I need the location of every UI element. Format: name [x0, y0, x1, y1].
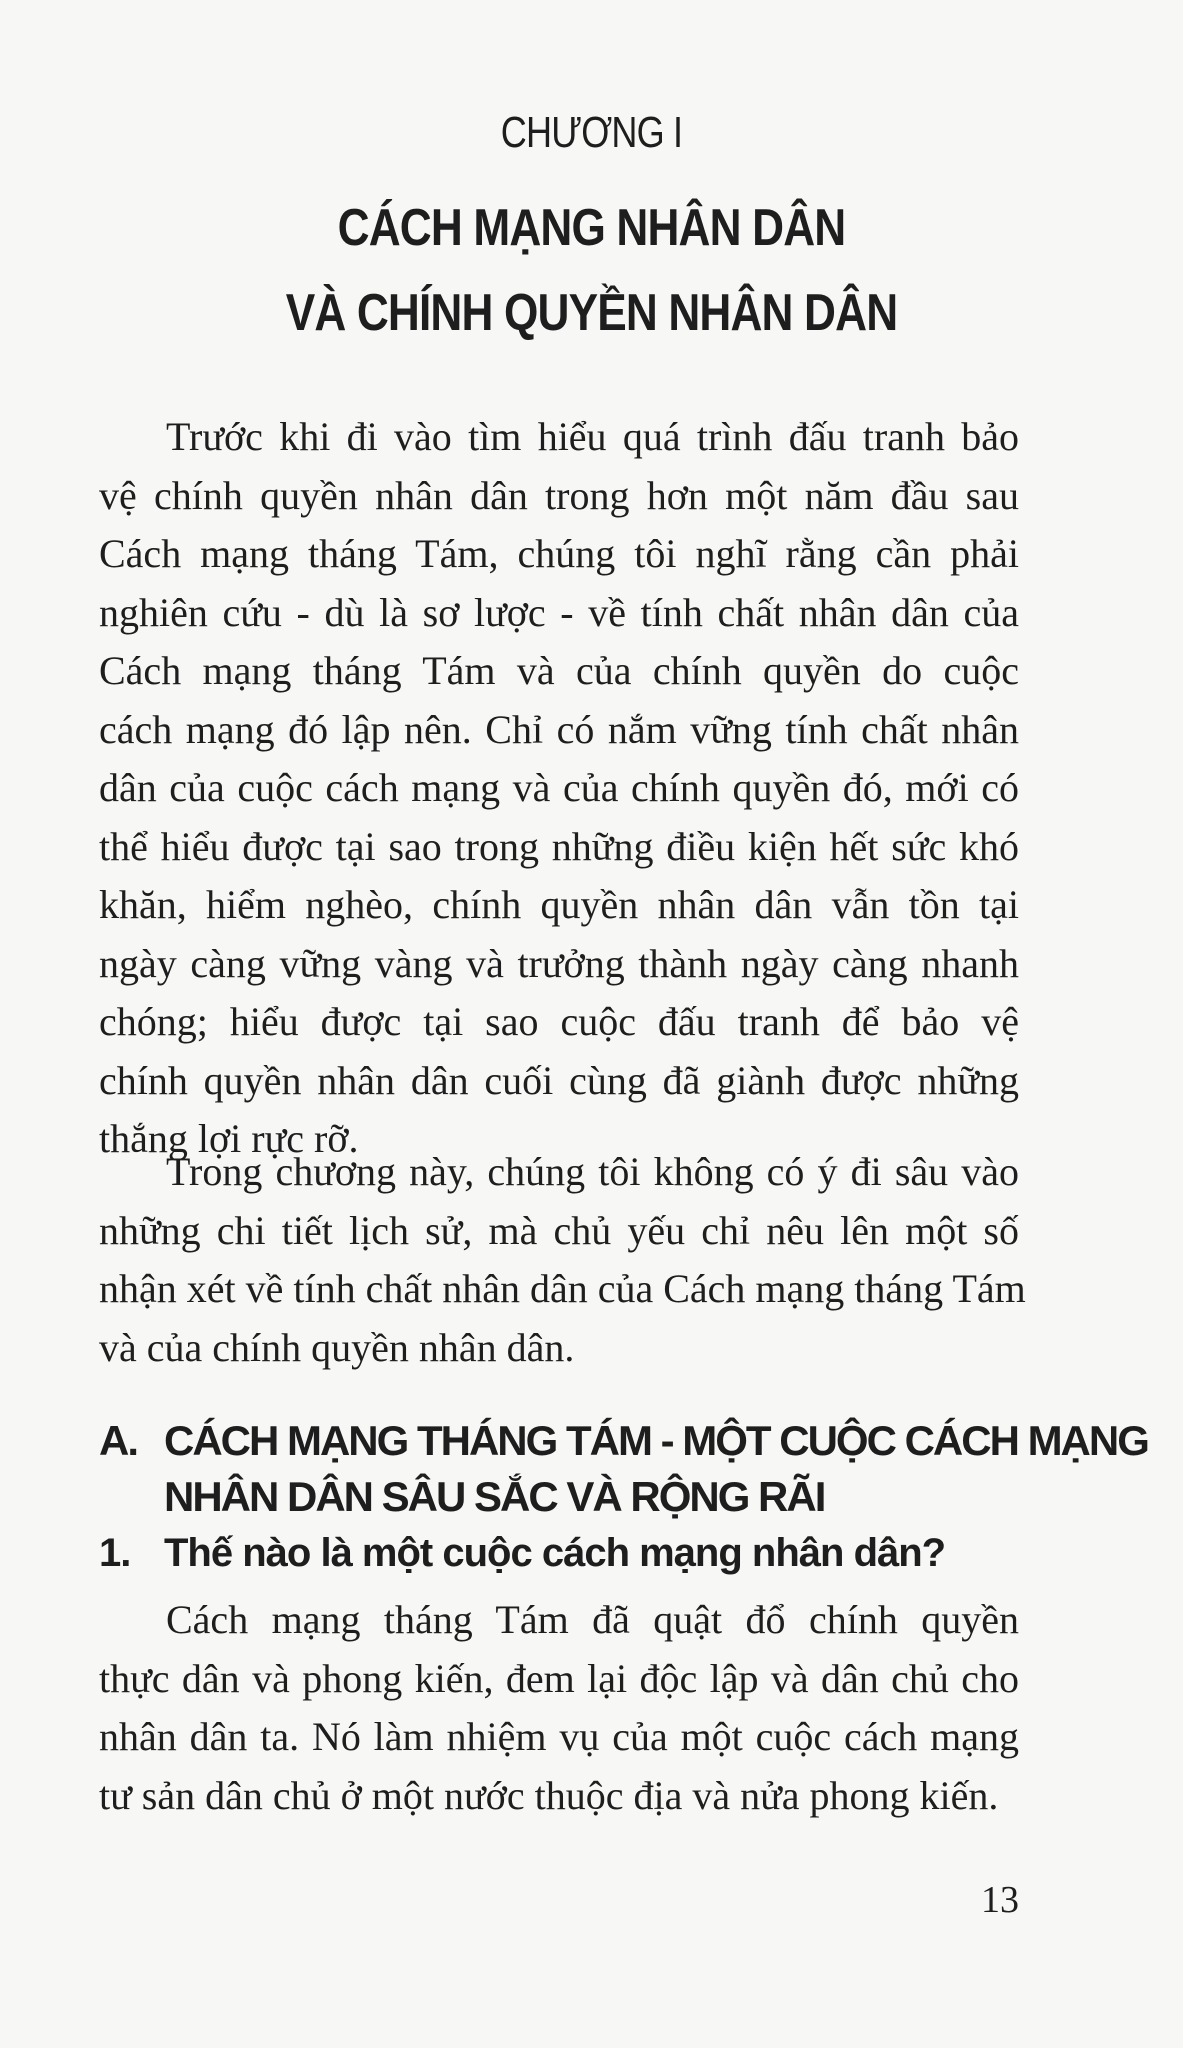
paragraph-line: Trong chương này, chúng tôi không có ý đi sâu vào: [166, 1149, 1019, 1194]
paragraph-line: nghiên cứu - dù là sơ lược - về tính chất nhân dân của: [99, 589, 1019, 635]
paragraph-line: vệ chính quyền nhân dân trong hơn một năm đầu sau: [99, 472, 1019, 518]
paragraph-line: Cách mạng tháng Tám, chúng tôi nghĩ rằng cần phải: [99, 531, 1019, 576]
chapter-title-line-1: CÁCH MẠNG NHÂN DÂN: [337, 199, 846, 257]
paragraph-3: [99, 1591, 1019, 1825]
section-heading-line-1: CÁCH MẠNG THÁNG TÁM - MỘT CUỘC CÁCH MẠNG: [164, 1417, 1148, 1464]
section-heading-a: [99, 1413, 1148, 1525]
paragraph-line: chóng; hiểu được tại sao cuộc đấu tranh để bảo vệ: [99, 999, 1019, 1044]
paragraph-line: dân của cuộc cách mạng và của chính quyền đó, mới có: [99, 765, 1019, 810]
paragraph-line: tư sản dân chủ ở một nước thuộc địa và nửa phong kiến.: [99, 1772, 999, 1818]
paragraph-line: Cách mạng tháng Tám và của chính quyền do cuộc: [99, 648, 1019, 693]
section-marker: A.: [99, 1417, 137, 1464]
chapter-label: CHƯƠNG I: [500, 108, 683, 157]
paragraph-line: thắng lợi rực rỡ.: [99, 1116, 359, 1161]
paragraph-line: chính quyền nhân dân cuối cùng đã giành được những: [99, 1057, 1019, 1103]
paragraph-line: thực dân và phong kiến, đem lại độc lập và dân chủ cho: [99, 1655, 1019, 1701]
subsection-marker: 1.: [99, 1531, 131, 1575]
paragraph-line: nhận xét về tính chất nhân dân của Cách mạng tháng Tám: [99, 1266, 1026, 1311]
paragraph-line: cách mạng đó lập nên. Chỉ có nắm vững tính chất nhân: [99, 706, 1019, 752]
paragraph-line: ngày càng vững vàng và trưởng thành ngày càng nhanh: [99, 940, 1019, 986]
paragraph-line: nhân dân ta. Nó làm nhiệm vụ của một cuộc cách mạng: [99, 1714, 1019, 1759]
paragraph-line: thể hiểu được tại sao trong những điều kiện hết sức khó: [99, 823, 1019, 869]
paragraph-line: Cách mạng tháng Tám đã quật đổ chính quyền: [166, 1597, 1019, 1642]
subsection-heading-1: [99, 1525, 1059, 1581]
page-number: 13: [981, 1879, 1019, 1921]
paragraph-line: những chi tiết lịch sử, mà chủ yếu chỉ nêu lên một số: [99, 1207, 1019, 1253]
paragraph-1: [99, 408, 1019, 1169]
paragraph-line: và của chính quyền nhân dân.: [99, 1324, 575, 1370]
paragraph-line: Trước khi đi vào tìm hiểu quá trình đấu tranh bảo: [166, 414, 1019, 459]
paragraph-line: khăn, hiểm nghèo, chính quyền nhân dân vẫn tồn tại: [99, 882, 1019, 927]
section-heading-line-2: NHÂN DÂN SÂU SẮC VÀ RỘNG RÃI: [164, 1473, 825, 1520]
paragraph-2: [99, 1143, 1026, 1377]
subsection-title: Thế nào là một cuộc cách mạng nhân dân?: [164, 1531, 946, 1575]
chapter-title-line-2: VÀ CHÍNH QUYỀN NHÂN DÂN: [285, 284, 898, 342]
